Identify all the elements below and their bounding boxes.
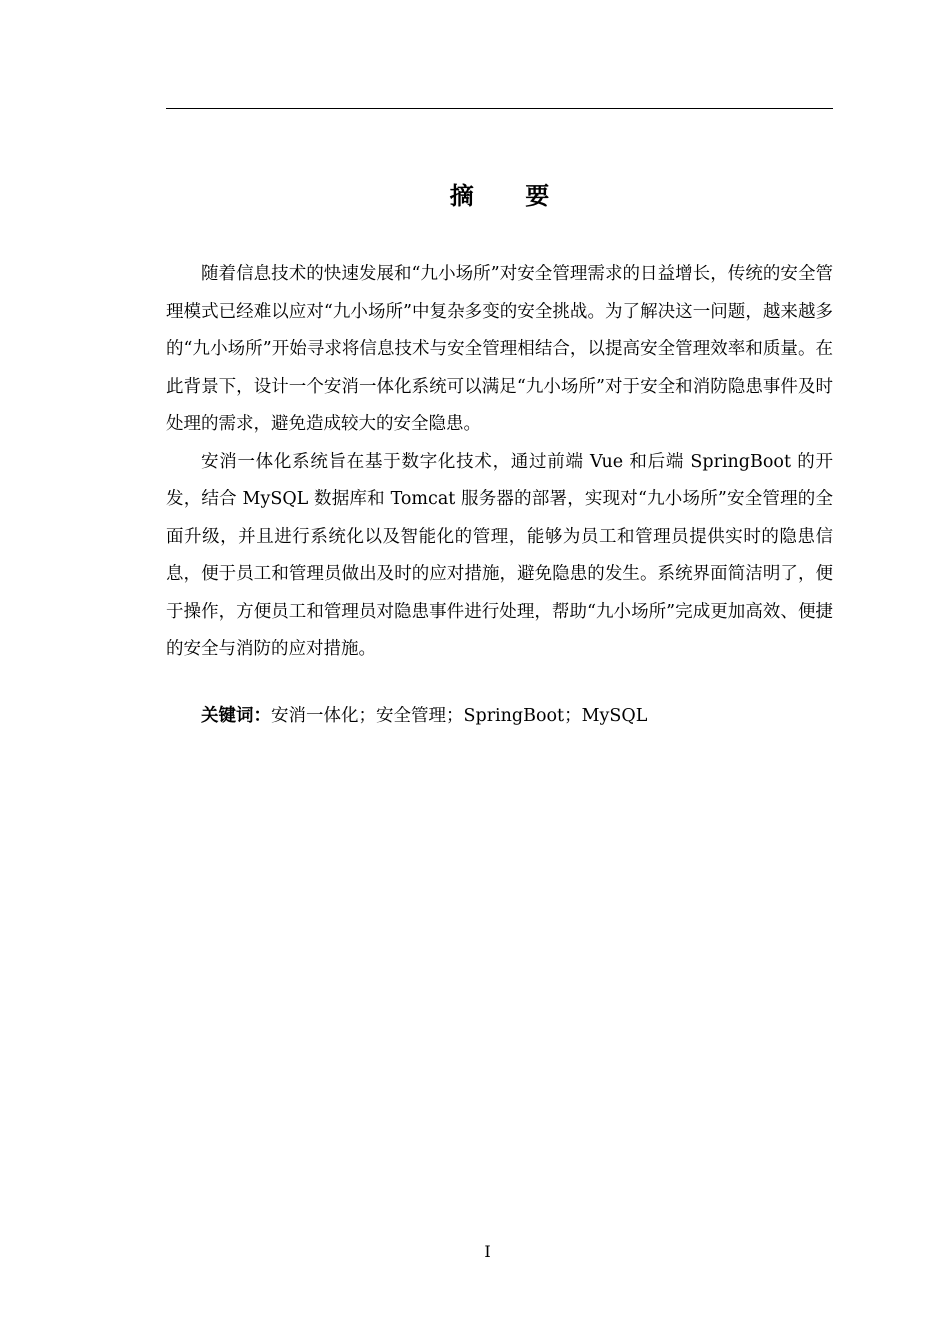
abstract-body [166, 256, 833, 669]
keywords-line [166, 698, 833, 735]
abstract-paragraph-2: 安消一体化系统旨在基于数字化技术，通过前端 Vue 和后端 SpringBoot 的开发，结合 MySQL 数据库和 Tomcat 服务器的部署，实现对“九小场所”安全管理的全面升级，并且进行系统化以及智能化的管理，能够为员工和管理员提供实时的隐患信息，便于员工和管理员做出及时的应对措施，避免隐患的发生。系统界面简洁明了，便于操作，方便员工和管理员对隐患事件进行处理，帮助“九小场所”完成更加高效、便捷的安全与消防的应对措施。 [166, 451, 833, 659]
keywords-text: 安消一体化；安全管理；SpringBoot；MySQL [271, 706, 648, 726]
abstract-paragraph-1: 随着信息技术的快速发展和“九小场所”对安全管理需求的日益增长，传统的安全管理模式已经难以应对“九小场所”中复杂多变的安全挑战。为了解决这一问题，越来越多的“九小场所”开始寻求将信息技术与安全管理相结合，以提高安全管理效率和质量。在此背景下，设计一个安消一体化系统可以满足“九小场所”对于安全和消防隐患事件及时处理的需求，避免造成较大的安全隐患。 [166, 264, 833, 434]
abstract-title: 摘 要 [449, 182, 571, 210]
header-rule [166, 108, 833, 109]
keywords-label: 关键词： [201, 706, 271, 726]
page-number: I [484, 1242, 491, 1261]
